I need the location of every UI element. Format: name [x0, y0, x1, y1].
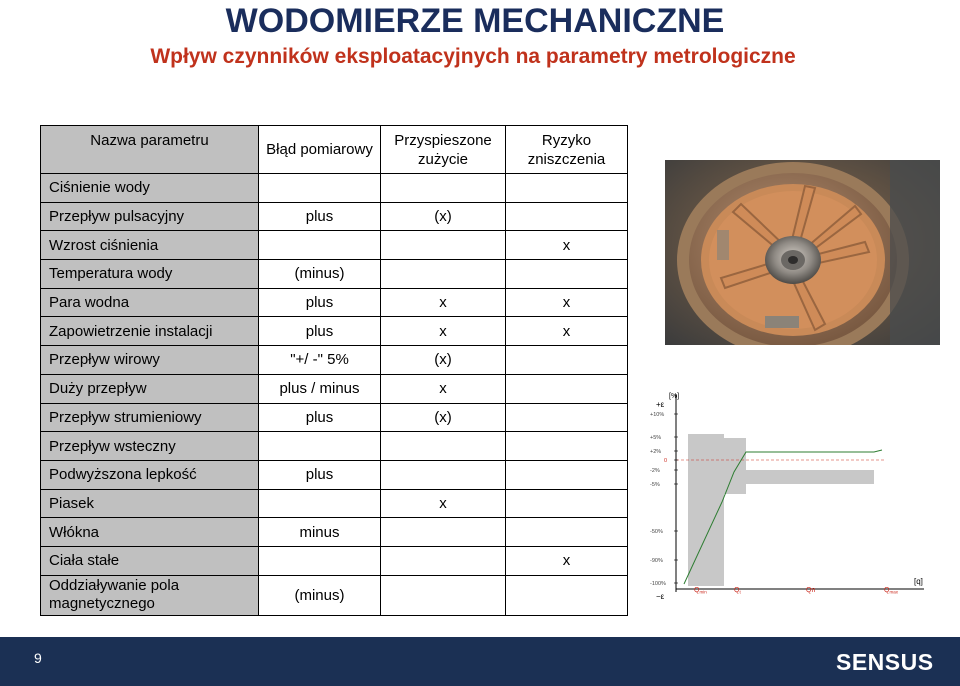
error-envelope — [688, 434, 874, 586]
parameter-name-cell: Przepływ strumieniowy — [41, 403, 259, 432]
page-number: 9 — [34, 650, 42, 666]
x-tick-base: Q — [734, 587, 740, 594]
x-tick-label — [884, 587, 899, 595]
meter-impeller-photo — [665, 160, 940, 345]
y-tick-label: +10% — [650, 412, 665, 418]
measurement-error-cell: plus — [259, 288, 381, 317]
error-curve-chart — [636, 384, 936, 604]
parameter-name-cell: Piasek — [41, 489, 259, 518]
accelerated-wear-cell: x — [381, 317, 506, 346]
damage-risk-cell: x — [506, 317, 628, 346]
y-tick-label: +5% — [650, 435, 662, 441]
accelerated-wear-cell — [381, 546, 506, 575]
accelerated-wear-cell — [381, 460, 506, 489]
table-row — [41, 346, 628, 375]
accelerated-wear-cell: x — [381, 288, 506, 317]
header-parameter-name: Nazwa parametru — [41, 126, 259, 174]
damage-risk-cell — [506, 403, 628, 432]
y-unit-label: [%] — [669, 393, 680, 400]
damage-risk-cell — [506, 460, 628, 489]
measurement-error-cell: plus — [259, 317, 381, 346]
sensus-logo-wordmark: SENSUS — [836, 649, 934, 674]
y-tick-label: -50% — [650, 529, 663, 535]
footer-bar — [0, 637, 960, 686]
accelerated-wear-cell: (x) — [381, 202, 506, 231]
damage-risk-cell: x — [506, 288, 628, 317]
accelerated-wear-cell: x — [381, 374, 506, 403]
measurement-error-cell — [259, 174, 381, 203]
x-tick-subscript: t — [739, 589, 741, 595]
table-row — [41, 575, 628, 615]
measurement-error-cell: plus / minus — [259, 374, 381, 403]
parameter-name-cell: Duży przepływ — [41, 374, 259, 403]
table-row — [41, 174, 628, 203]
x-axis-ticks — [694, 587, 899, 595]
x-tick-label — [694, 587, 707, 595]
x-tick-base: Q — [694, 587, 700, 594]
parameter-name-cell: Przepływ pulsacyjny — [41, 202, 259, 231]
accelerated-wear-cell — [381, 518, 506, 547]
parameter-name-cell: Przepływ wirowy — [41, 346, 259, 375]
accelerated-wear-cell — [381, 575, 506, 615]
accelerated-wear-cell — [381, 432, 506, 461]
parameter-name-cell: Ciśnienie wody — [41, 174, 259, 203]
bottom-epsilon-label: −ε — [656, 592, 665, 601]
header-accelerated-wear: Przyspieszone zużycie — [381, 126, 506, 174]
damage-risk-cell — [506, 432, 628, 461]
damage-risk-cell: x — [506, 231, 628, 260]
damage-risk-cell: x — [506, 546, 628, 575]
table-header-row — [41, 126, 628, 174]
parameter-name-cell: Zapowietrzenie instalacji — [41, 317, 259, 346]
table-row — [41, 202, 628, 231]
accelerated-wear-cell — [381, 260, 506, 289]
table-row — [41, 489, 628, 518]
x-tick-subscript: min — [699, 589, 707, 595]
measurement-error-cell — [259, 432, 381, 461]
table-row — [41, 317, 628, 346]
accelerated-wear-cell — [381, 174, 506, 203]
damage-risk-cell — [506, 374, 628, 403]
table-row — [41, 374, 628, 403]
y-tick-label: -100% — [650, 581, 666, 587]
damage-risk-cell — [506, 489, 628, 518]
x-tick-base: Q — [884, 587, 890, 594]
x-tick-base: Qn — [806, 587, 816, 594]
measurement-error-cell: plus — [259, 460, 381, 489]
y-axis-ticks — [650, 412, 678, 587]
measurement-error-cell: (minus) — [259, 260, 381, 289]
table-row — [41, 518, 628, 547]
measurement-error-cell: (minus) — [259, 575, 381, 615]
y-tick-label: 0 — [664, 458, 668, 464]
parameter-name-cell: Przepływ wsteczny — [41, 432, 259, 461]
parameter-name-cell: Oddziaływanie pola magnetycznego — [41, 575, 259, 615]
x-unit-label: [q] — [914, 577, 923, 586]
table-row — [41, 231, 628, 260]
x-tick-subscript: max — [889, 589, 898, 595]
damage-risk-cell — [506, 202, 628, 231]
measurement-error-cell: plus — [259, 202, 381, 231]
parameter-name-cell: Para wodna — [41, 288, 259, 317]
table-row — [41, 432, 628, 461]
y-tick-label: -2% — [650, 468, 660, 474]
accelerated-wear-cell: (x) — [381, 403, 506, 432]
damage-risk-cell — [506, 346, 628, 375]
damage-risk-cell — [506, 518, 628, 547]
header-damage-risk: Ryzyko zniszczenia — [506, 126, 628, 174]
header-measurement-error: Błąd pomiarowy — [259, 126, 381, 174]
x-tick-label — [734, 587, 741, 595]
measurement-error-cell: minus — [259, 518, 381, 547]
measurement-error-cell — [259, 546, 381, 575]
parameter-name-cell: Wzrost ciśnienia — [41, 231, 259, 260]
page-subtitle: Wpływ czynników eksploatacyjnych na parametry metrologiczne — [150, 45, 796, 68]
top-epsilon-label: +ε — [656, 400, 665, 409]
accelerated-wear-cell: x — [381, 489, 506, 518]
page-title: WODOMIERZE MECHANICZNE — [225, 2, 725, 40]
parameter-name-cell: Temperatura wody — [41, 260, 259, 289]
accelerated-wear-cell — [381, 231, 506, 260]
measurement-error-cell — [259, 231, 381, 260]
y-tick-label: -90% — [650, 558, 663, 564]
table-row — [41, 546, 628, 575]
y-tick-label: +2% — [650, 449, 662, 455]
damage-risk-cell — [506, 260, 628, 289]
parameter-name-cell: Włókna — [41, 518, 259, 547]
sensus-logo — [836, 648, 936, 674]
damage-risk-cell — [506, 575, 628, 615]
parameter-name-cell: Ciała stałe — [41, 546, 259, 575]
y-tick-label: -5% — [650, 482, 660, 488]
x-tick-label — [806, 587, 815, 594]
accelerated-wear-cell: (x) — [381, 346, 506, 375]
measurement-error-cell: plus — [259, 403, 381, 432]
measurement-error-cell — [259, 489, 381, 518]
table-row — [41, 260, 628, 289]
table-row — [41, 403, 628, 432]
table-row — [41, 460, 628, 489]
table-row — [41, 288, 628, 317]
parameter-name-cell: Podwyższona lepkość — [41, 460, 259, 489]
damage-risk-cell — [506, 174, 628, 203]
parameters-table — [40, 125, 628, 616]
measurement-error-cell: "+/ -" 5% — [259, 346, 381, 375]
